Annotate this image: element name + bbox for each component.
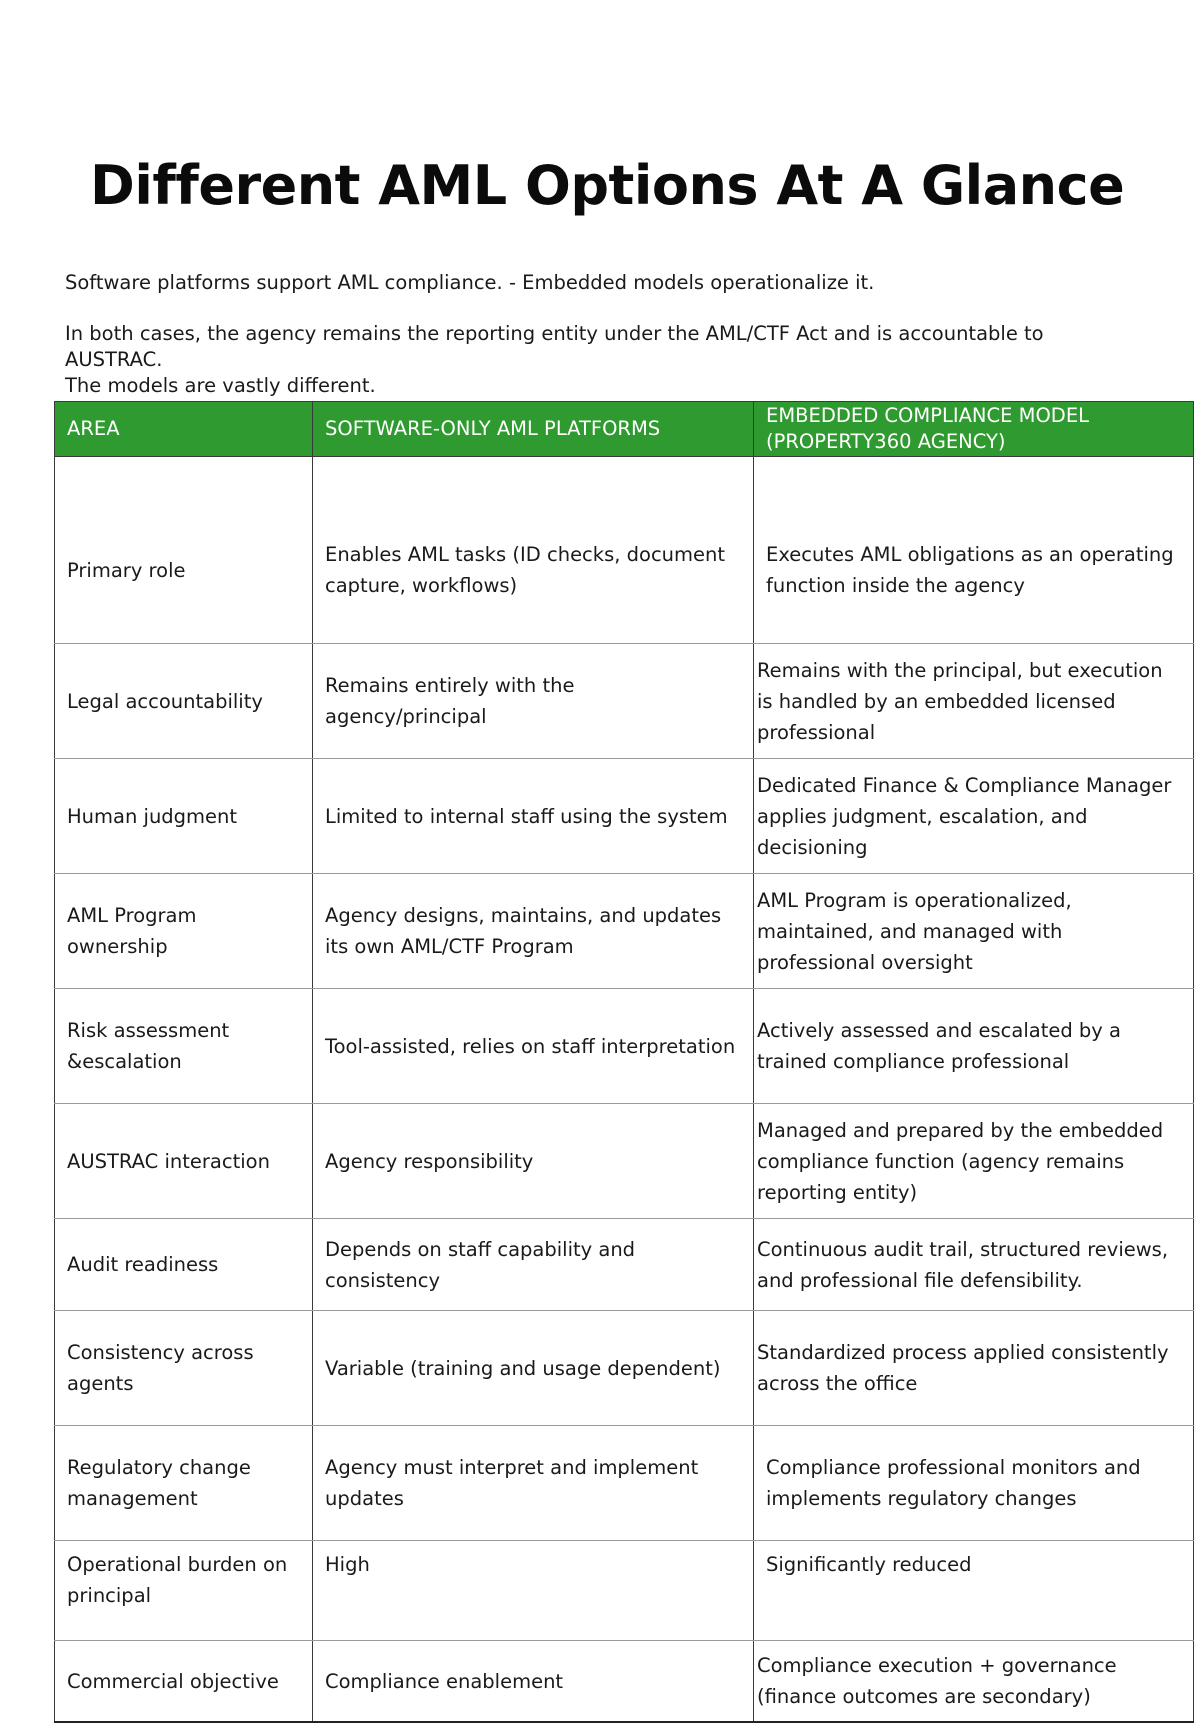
cell-embedded: Significantly reduced <box>754 1541 1194 1641</box>
cell-software: Compliance enablement <box>313 1641 754 1723</box>
intro-line-3: The models are vastly different. <box>65 374 376 397</box>
header-embedded-model: EMBEDDED COMPLIANCE MODEL (PROPERTY360 AGENCY) <box>754 402 1194 457</box>
cell-software: Agency must interpret and implement updates <box>313 1426 754 1541</box>
table-row <box>55 1311 1194 1426</box>
cell-embedded: Continuous audit trail, structured reviews, and professional file defensibility. <box>754 1219 1194 1311</box>
page-title: Different AML Options At A Glance <box>90 154 1125 218</box>
cell-software: Agency responsibility <box>313 1104 754 1219</box>
cell-area: Legal accountability <box>55 644 313 759</box>
intro-line-2: In both cases, the agency remains the reporting entity under the AML/CTF Act and is accountable to AUSTRAC. <box>65 322 1044 371</box>
intro-line-1: Software platforms support AML compliance. - Embedded models operationalize it. <box>65 271 875 294</box>
table-row <box>55 1219 1194 1311</box>
cell-area: Regulatory change management <box>55 1426 313 1541</box>
comparison-table <box>54 401 1194 1723</box>
cell-area: AML Program ownership <box>55 874 313 989</box>
table-row <box>55 759 1194 874</box>
cell-embedded: Executes AML obligations as an operating function inside the agency <box>754 457 1194 644</box>
cell-embedded: Standardized process applied consistently across the office <box>754 1311 1194 1426</box>
cell-software: Agency designs, maintains, and updates its own AML/CTF Program <box>313 874 754 989</box>
cell-area: Primary role <box>55 457 313 644</box>
cell-software: Tool-assisted, relies on staff interpretation <box>313 989 754 1104</box>
cell-software: Variable (training and usage dependent) <box>313 1311 754 1426</box>
cell-area: Human judgment <box>55 759 313 874</box>
cell-embedded: Managed and prepared by the embedded compliance function (agency remains reporting entity) <box>754 1104 1194 1219</box>
intro-text <box>65 270 1145 399</box>
cell-software: Limited to internal staff using the system <box>313 759 754 874</box>
table-header-row <box>55 402 1194 457</box>
cell-software: Remains entirely with the agency/principal <box>313 644 754 759</box>
cell-software: Enables AML tasks (ID checks, document capture, workflows) <box>313 457 754 644</box>
cell-area: Audit readiness <box>55 1219 313 1311</box>
cell-embedded: AML Program is operationalized, maintained, and managed with professional oversight <box>754 874 1194 989</box>
cell-area: Risk assessment &escalation <box>55 989 313 1104</box>
cell-area: Operational burden on principal <box>55 1541 313 1641</box>
cell-software: Depends on staff capability and consistency <box>313 1219 754 1311</box>
table-row <box>55 1426 1194 1541</box>
cell-software: High <box>313 1541 754 1641</box>
table-row <box>55 874 1194 989</box>
header-area: AREA <box>55 402 313 457</box>
cell-embedded: Compliance professional monitors and implements regulatory changes <box>754 1426 1194 1541</box>
cell-area: Commercial objective <box>55 1641 313 1723</box>
cell-area: Consistency across agents <box>55 1311 313 1426</box>
table-row <box>55 989 1194 1104</box>
cell-embedded: Actively assessed and escalated by a trained compliance professional <box>754 989 1194 1104</box>
table-row <box>55 1104 1194 1219</box>
comparison-table-wrapper <box>54 401 1193 1723</box>
cell-embedded: Remains with the principal, but execution is handled by an embedded licensed professional <box>754 644 1194 759</box>
cell-embedded: Compliance execution + governance (finance outcomes are secondary) <box>754 1641 1194 1723</box>
cell-embedded: Dedicated Finance & Compliance Manager applies judgment, escalation, and decisioning <box>754 759 1194 874</box>
table-row <box>55 457 1194 644</box>
cell-area: AUSTRAC interaction <box>55 1104 313 1219</box>
table-row <box>55 1641 1194 1723</box>
header-software-only: SOFTWARE-ONLY AML PLATFORMS <box>313 402 754 457</box>
table-row <box>55 1541 1194 1641</box>
table-row <box>55 644 1194 759</box>
